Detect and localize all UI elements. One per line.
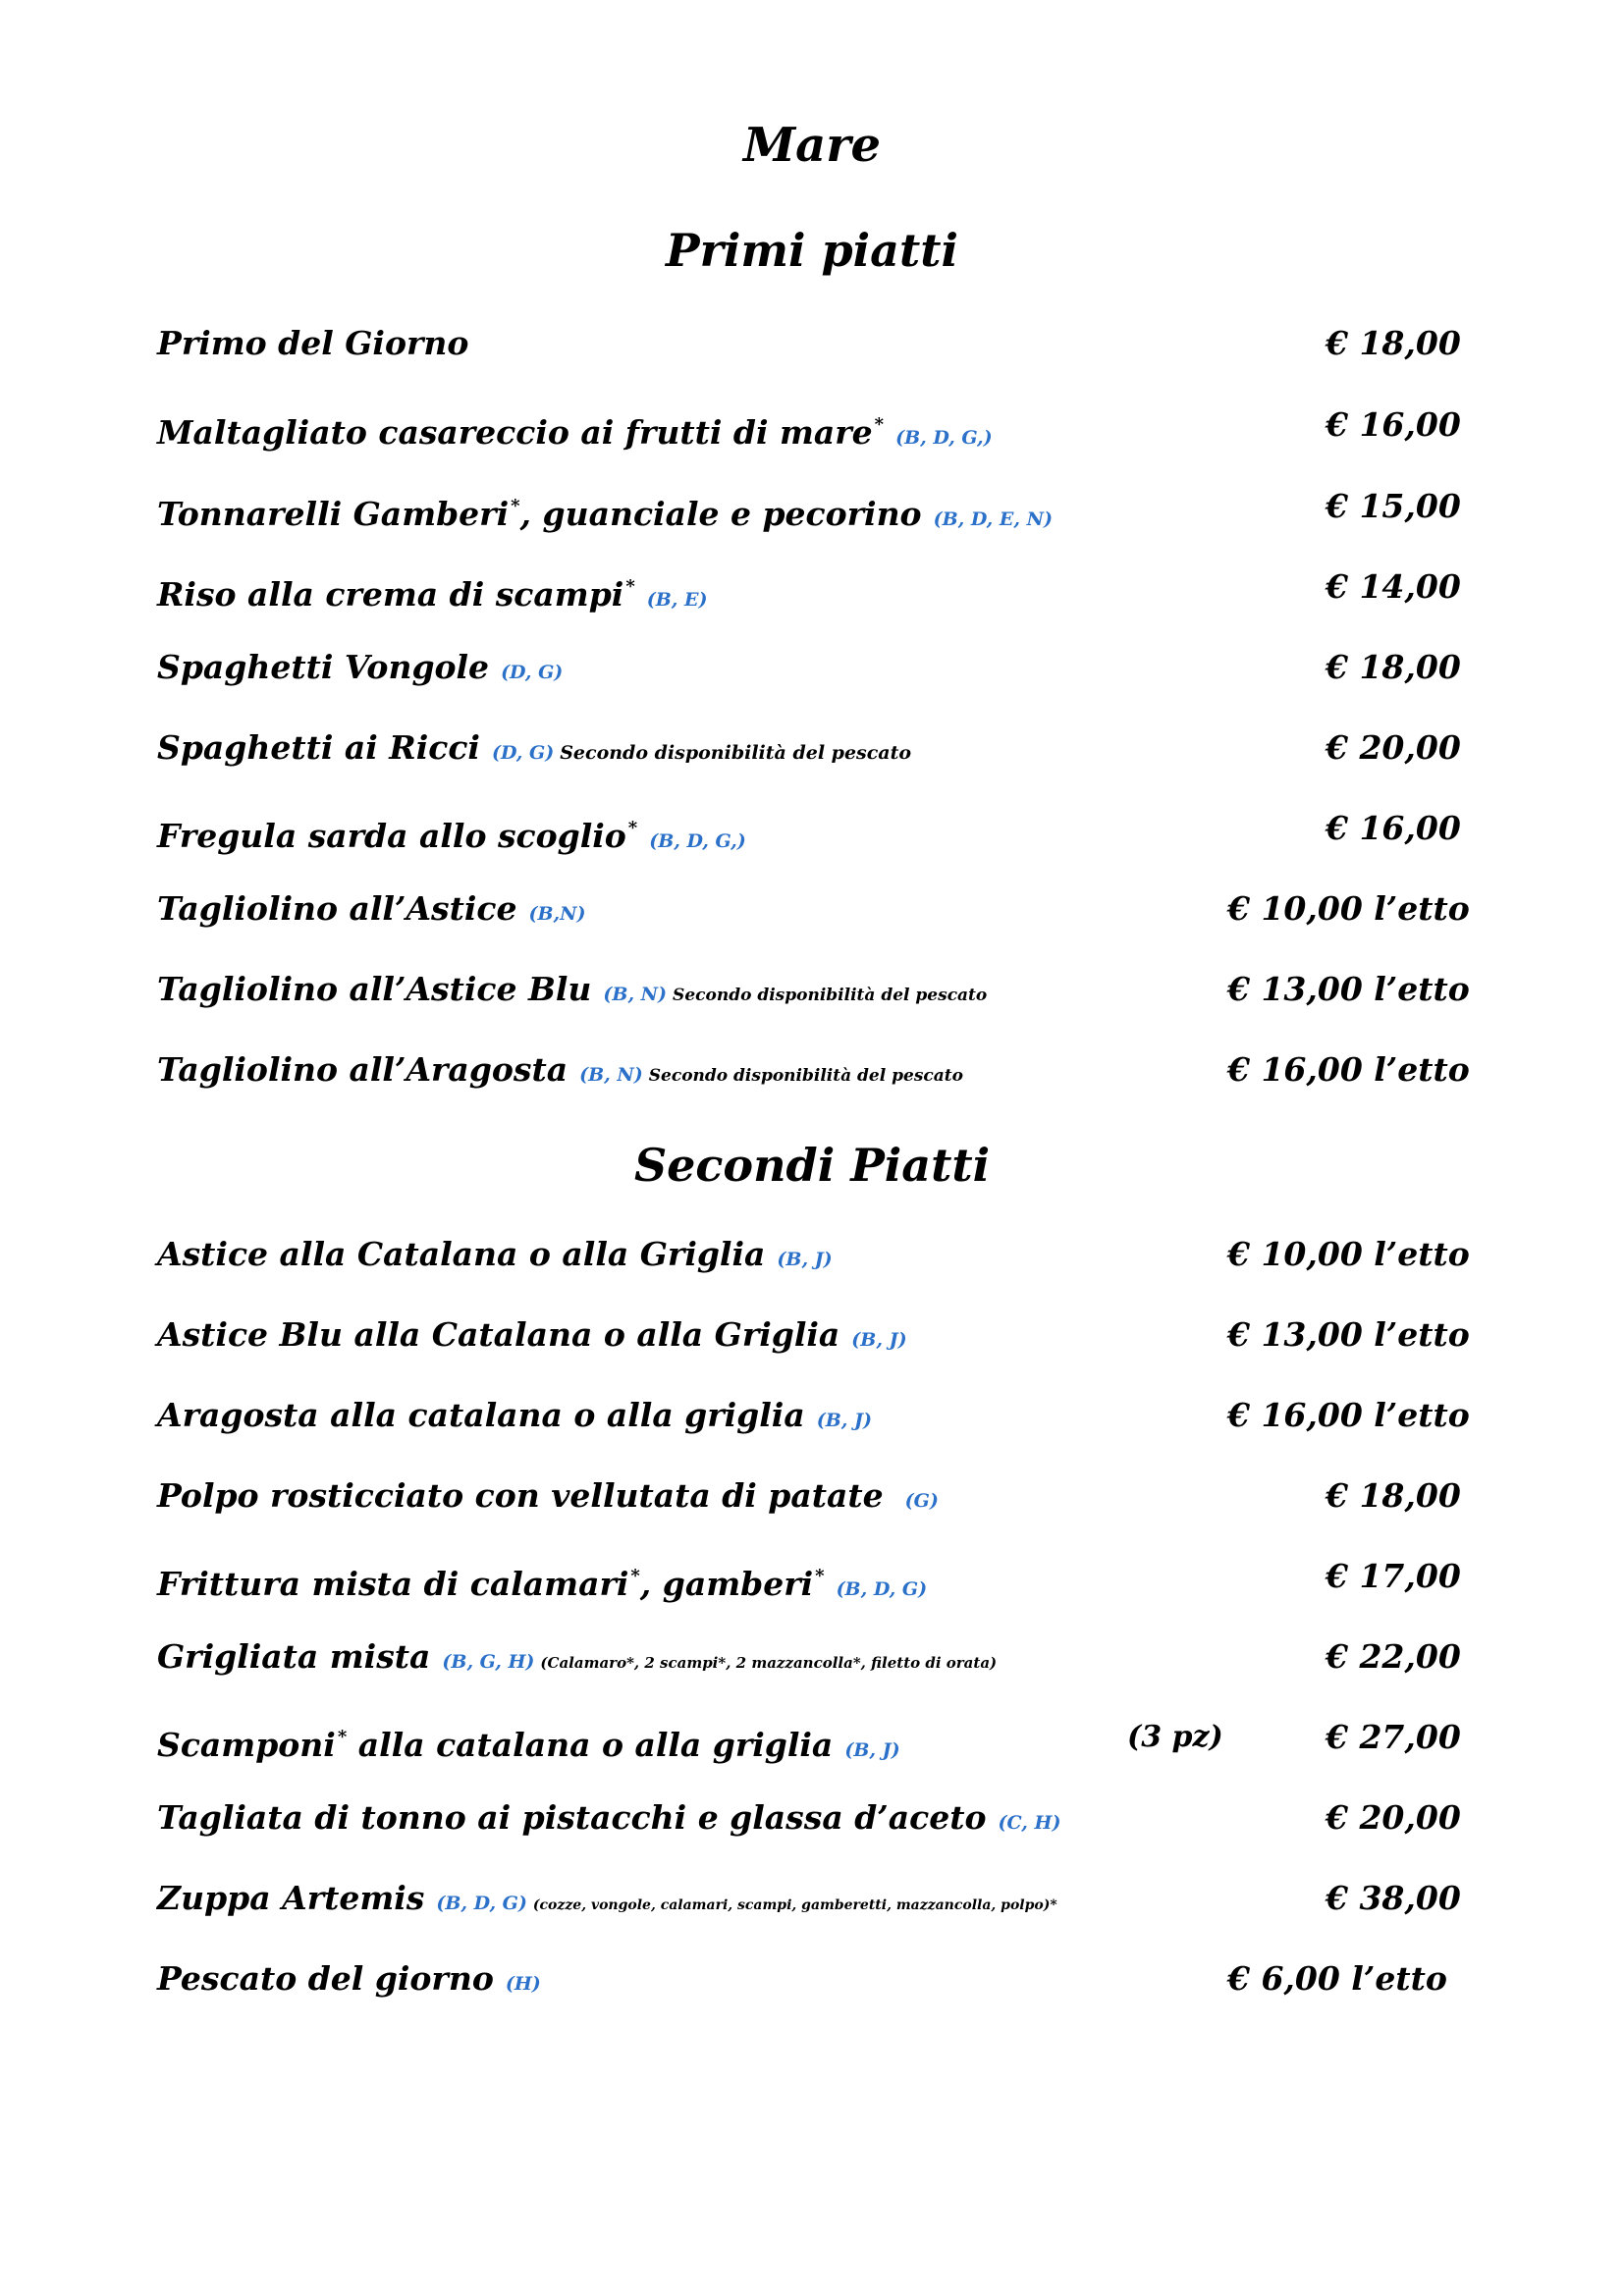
menu-item [157,320,1473,379]
dish-name: Tagliolino all’Aragosta [157,1050,568,1089]
dish-name: Astice alla Catalana o alla Griglia [157,1235,766,1273]
dish-price: € 17,00 [1326,1557,1461,1595]
dish-price: € 16,00 [1326,405,1461,444]
dish-price: € 16,00 l’etto [1227,1396,1470,1434]
menu-item [157,805,1473,864]
dish-name-cont: alla catalana o alla griglia [347,1726,834,1764]
menu-item [157,1472,1473,1531]
dish-name: Primo del Giorno [157,324,469,362]
section-title-secondi: Secondi Piatti [633,1139,991,1192]
menu-item [157,885,1473,944]
allergen-codes: (B, N) [603,984,668,1005]
dish-price: € 18,00 [1326,1476,1461,1515]
menu-item [157,1955,1473,2014]
dish-description: (Calamaro*, 2 scampi*, 2 mazzancolla*, filetto di orata) [540,1654,998,1672]
menu-item [157,1714,1473,1773]
frozen-marker: * [337,1727,348,1747]
allergen-codes: (B, J) [777,1249,833,1270]
dish-price: € 14,00 [1326,567,1461,606]
dish-name: Tagliolino all’Astice [157,889,517,928]
dish-name: Tagliolino all’Astice Blu [157,970,592,1008]
frozen-marker: * [627,818,638,838]
menu-item [157,724,1473,783]
allergen-codes: (B, D, G) [436,1893,527,1914]
dish-price: € 6,00 l’etto [1227,1959,1447,1998]
menu-item [157,483,1473,542]
allergen-codes: (B, D, E, N) [933,508,1053,530]
allergen-codes: (B, J) [844,1739,900,1761]
allergen-codes: (B, G, H) [442,1651,535,1673]
dish-price: € 27,00 [1326,1718,1461,1756]
dish-price: € 13,00 l’etto [1227,1315,1470,1354]
menu-item [157,1553,1473,1612]
dish-price: € 15,00 [1326,487,1461,525]
dish-name: Grigliata mista [157,1637,431,1676]
menu-item [157,1311,1473,1370]
allergen-codes: (B, N) [579,1064,643,1086]
frozen-marker: * [511,496,520,516]
portion-quantity: (3 pz) [1127,1720,1223,1754]
menu-title: Mare [742,118,882,173]
menu-item [157,563,1473,622]
allergen-codes: (B, E) [646,589,708,611]
allergen-codes: (B, J) [851,1329,907,1351]
allergen-codes: (B, D, G,) [649,830,746,852]
dish-price: € 13,00 l’etto [1227,970,1470,1008]
dish-price: € 22,00 [1326,1637,1461,1676]
frozen-marker: * [874,414,885,435]
dish-name: Fregula sarda allo scoglio [157,817,626,855]
allergen-codes: (C, H) [998,1812,1061,1834]
dish-name: Aragosta alla catalana o alla griglia [157,1396,805,1434]
availability-note: Secondo disponibilità del pescato [560,742,912,764]
dish-price: € 18,00 [1326,648,1461,686]
frozen-marker: * [815,1566,825,1586]
dish-name: Riso alla crema di scampi [157,575,624,614]
dish-name: Zuppa Artemis [157,1879,425,1917]
availability-note: Secondo disponibilità del pescato [673,986,988,1005]
allergen-codes: (B, D, G) [836,1578,928,1600]
dish-name: Polpo rosticciato con vellutata di patate [157,1476,884,1515]
dish-name: Tagliata di tonno ai pistacchi e glassa d’aceto [157,1798,987,1837]
allergen-codes: (D, G) [491,742,555,764]
dish-name: Pescato del giorno [157,1959,494,1998]
menu-item [157,1875,1473,1934]
dish-name: Tonnarelli Gamberi [157,495,510,533]
dish-name-cont: , gamberi [639,1565,814,1603]
allergen-codes: (G) [904,1490,939,1512]
menu-item [157,966,1473,1025]
dish-price: € 10,00 l’etto [1227,1235,1470,1273]
dish-price: € 18,00 [1326,324,1461,362]
dish-name: Scamponi [157,1726,336,1764]
dish-price: € 16,00 l’etto [1227,1050,1470,1089]
allergen-codes: (B, J) [816,1410,872,1431]
dish-price: € 20,00 [1326,728,1461,767]
allergen-codes: (D, G) [501,662,564,683]
allergen-codes: (B,N) [528,903,586,925]
frozen-marker: * [630,1566,640,1586]
dish-name-cont: , guanciale e pecorino [519,495,922,533]
menu-item [157,1392,1473,1451]
menu-item [157,1046,1473,1105]
menu-item [157,644,1473,703]
menu-item [157,401,1473,460]
dish-name: Frittura mista di calamari [157,1565,629,1603]
allergen-codes: (H) [505,1973,541,1995]
menu-item [157,1633,1473,1692]
dish-name: Maltagliato casareccio ai frutti di mare [157,413,873,452]
section-title-primi: Primi piatti [666,224,958,277]
dish-description: (cozze, vongole, calamari, scampi, gamberetti, mazzancolla, polpo)* [532,1897,1057,1913]
menu-item [157,1231,1473,1290]
dish-price: € 10,00 l’etto [1227,889,1470,928]
allergen-codes: (B, D, G,) [895,427,993,449]
dish-price: € 20,00 [1326,1798,1461,1837]
dish-price: € 38,00 [1326,1879,1461,1917]
dish-price: € 16,00 [1326,809,1461,847]
dish-name: Astice Blu alla Catalana o alla Griglia [157,1315,840,1354]
dish-name: Spaghetti Vongole [157,648,490,686]
menu-item [157,1794,1473,1853]
dish-name: Spaghetti ai Ricci [157,728,480,767]
frozen-marker: * [625,576,635,597]
availability-note: Secondo disponibilità del pescato [648,1066,963,1086]
